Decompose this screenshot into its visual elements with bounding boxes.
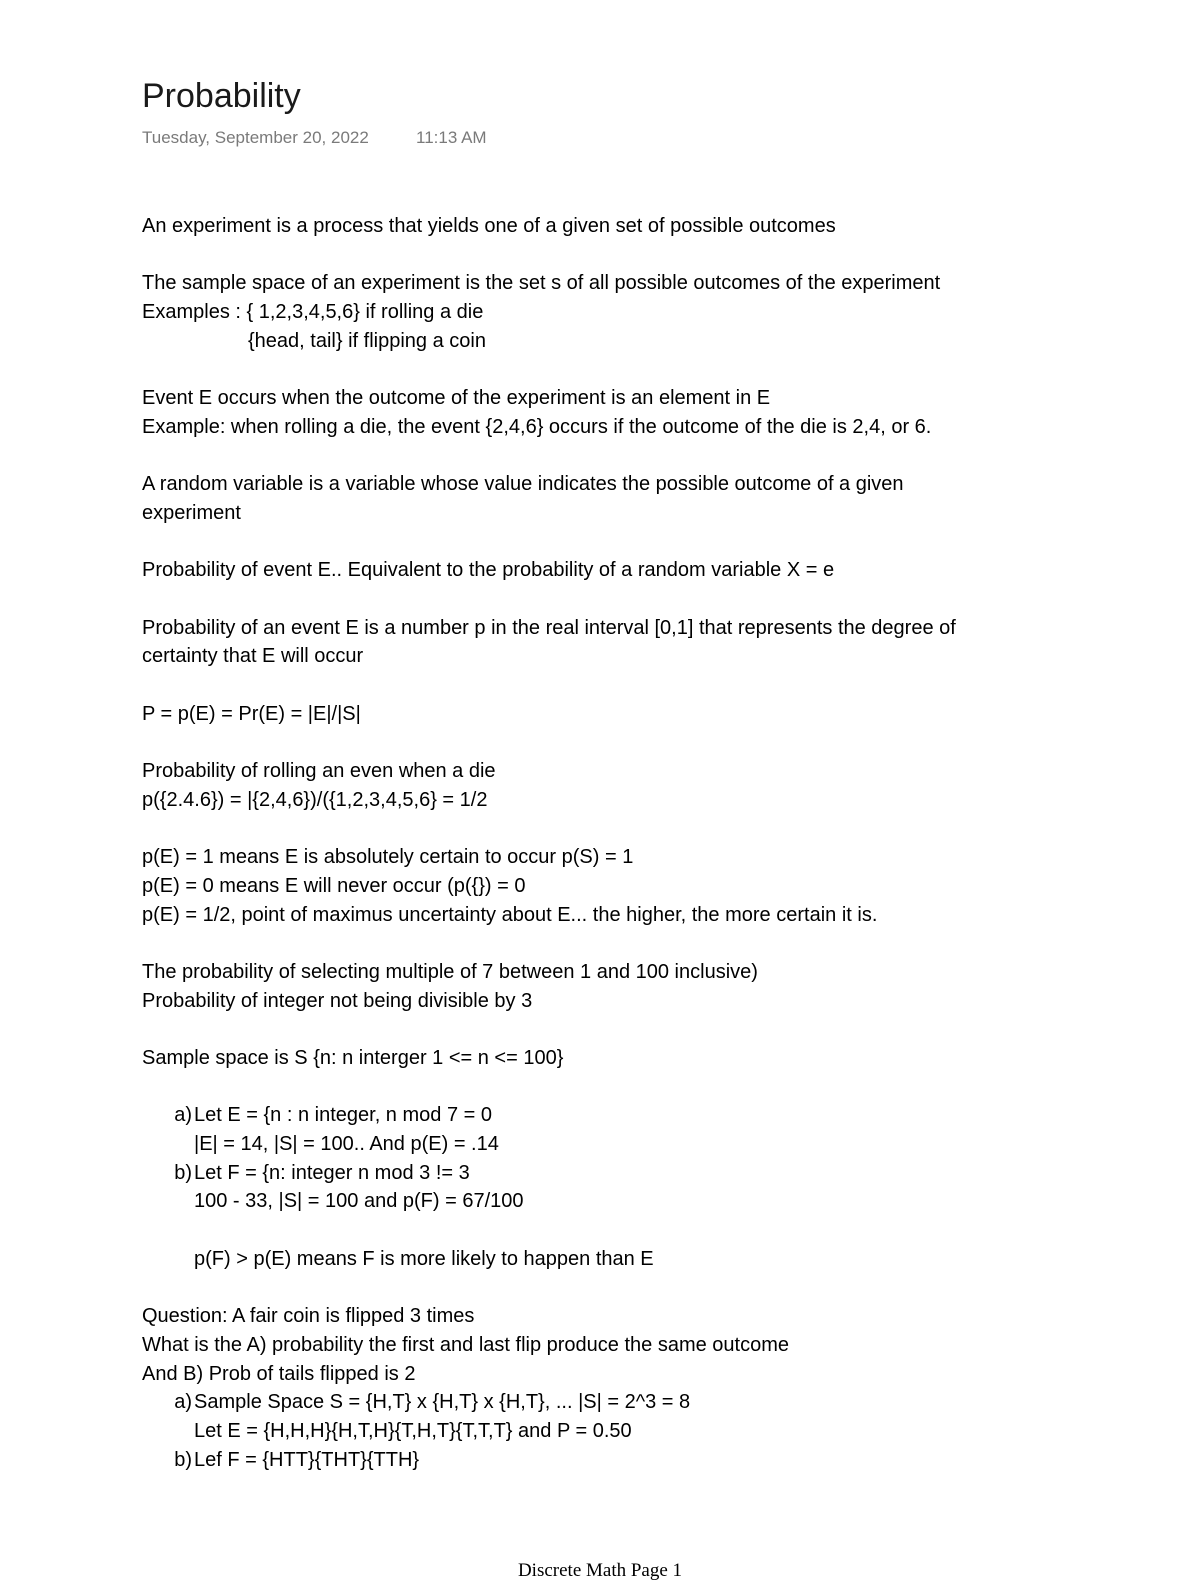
text-line: p(E) = 0 means E will never occur (p({}) = 0 [142,874,526,897]
blank-line [142,1015,1062,1044]
text-line: Probability of an event E is a number p in the real interval [0,1] that represents the degree of [142,616,956,639]
list-item-text: Sample Space S = {H,T} x {H,T} x {H,T}, ... |S| = 2^3 = 8 [194,1391,691,1414]
text-line: The sample space of an experiment is the set s of all possible outcomes of the experiment [142,272,941,295]
text-line: And B) Prob of tails flipped is 2 [142,1362,416,1385]
blank-line [142,528,1062,557]
text-line: Probability of rolling an even when a die [142,760,496,783]
list-item-b [142,1446,1062,1475]
list-item-continuation: |E| = 14, |S| = 100.. And p(E) = .14 [194,1133,499,1155]
blank-line [142,814,1062,843]
blank-line [142,929,1062,958]
text-line: Probability of event E.. Equivalent to the probability of a random variable X = e [142,559,835,582]
text-line: What is the A) probability the first and last flip produce the same outcome [142,1333,789,1356]
text-line: Probability of integer not being divisible by 3 [142,989,533,1012]
list-item-text: Lef F = {HTT}{THT}{TTH} [194,1448,420,1471]
text-line: Examples : { 1,2,3,4,5,6} if rolling a die [142,301,484,324]
page-time: 11:13 AM [416,128,487,147]
blank-line [142,241,1062,270]
list-item-a [142,1101,1062,1130]
blank-line [142,671,1062,700]
blank-line [142,1073,1062,1102]
list-item-b [142,1159,1062,1188]
blank-line [142,355,1062,384]
formula-line: p({2.4.6}) = |{2,4,6})/({1,2,3,4,5,6} = 1/2 [142,788,488,811]
list-item-a [142,1388,1062,1417]
page-footer: Discrete Math Page 1 [517,1560,683,1581]
list-marker: a) [174,1391,192,1414]
list-item-continuation: Let E = {H,H,H}{H,T,H}{T,H,T}{T,T,T} and P = 0.50 [194,1419,632,1442]
page-date: Tuesday, September 20, 2022 [142,128,369,147]
page-title: Probability [142,77,301,115]
list-item-text: Let F = {n: integer n mod 3 != 3 [194,1161,470,1184]
text-line: p(E) = 1 means E is absolutely certain to occur p(S) = 1 [142,846,634,869]
blank-line [142,1216,1062,1245]
text-line: Example: when rolling a die, the event {2,4,6} occurs if the outcome of the die is 2,4, or 6. [142,415,932,438]
text-line: The probability of selecting multiple of 7 between 1 and 100 inclusive) [142,960,758,983]
text-line: p(E) = 1/2, point of maximus uncertainty about E... the higher, the more certain it is. [142,903,878,926]
list-marker: a) [174,1104,192,1127]
list-item-continuation: p(F) > p(E) means F is more likely to happen than E [194,1247,654,1270]
note-body [142,212,1062,1474]
blank-line [142,1273,1062,1302]
text-line: Question: A fair coin is flipped 3 times [142,1305,475,1328]
list-item-continuation: 100 - 33, |S| = 100 and p(F) = 67/100 [194,1190,524,1213]
text-line: Event E occurs when the outcome of the experiment is an element in E [142,387,771,410]
text-line: An experiment is a process that yields one of a given set of possible outcomes [142,215,836,237]
blank-line [142,728,1062,757]
formula-line: P = p(E) = Pr(E) = |E|/|S| [142,702,361,725]
list-marker: b) [174,1161,192,1184]
blank-line [142,442,1062,471]
text-line: experiment [142,501,241,524]
blank-line [142,585,1062,614]
text-line: certainty that E will occur [142,645,364,668]
text-line: Sample space is S {n: n interger 1 <= n <= 100} [142,1046,564,1069]
list-item-text: Let E = {n : n integer, n mod 7 = 0 [194,1104,492,1127]
text-line: A random variable is a variable whose value indicates the possible outcome of a given [142,473,904,496]
list-marker: b) [174,1448,192,1471]
text-line: {head, tail} if flipping a coin [248,329,486,352]
